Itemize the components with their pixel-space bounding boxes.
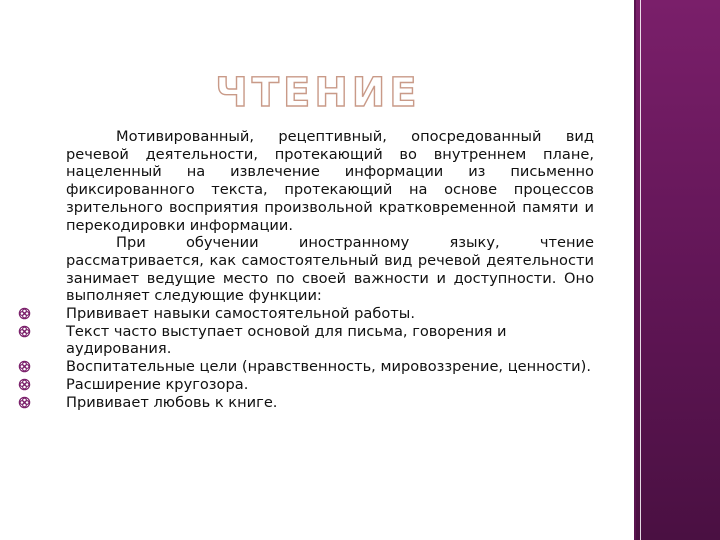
bullet-list [66,305,594,411]
list-item [66,358,594,376]
flower-bullet-icon [18,325,31,338]
list-item [66,376,594,394]
paragraph [66,128,594,234]
list-item [66,323,594,358]
list-item-text: Прививает любовь к книге. [66,393,278,411]
list-item-text: Прививает навыки самостоятельной работы. [66,305,415,323]
list-item-text: Расширение кругозора. [66,375,249,393]
slide-body [66,128,594,411]
paragraph-text: Мотивированный, рецептивный, опосредованный вид речевой деятельности, протекающий во внутреннем плане, нацеленный на извлечение информации из письменно фиксированного текста, протекающий на основе процессов зрительного восприятия произвольной кратковременной памяти и перекодировки информации. [66,128,594,234]
list-item-text: Воспитательные цели (нравственность, мировоззрение, ценности). [66,358,591,376]
flower-bullet-icon [18,360,31,373]
paragraph-text: При обучении иностранному языку, чтение рассматривается, как самостоятельный вид речевой деятельности занимает ведущие место по своей важности и доступности. Оно выполняет следующие функции: [66,234,594,305]
side-decor-band [636,0,720,540]
flower-bullet-icon [18,307,31,320]
flower-bullet-icon [18,396,31,409]
list-item [66,394,594,412]
slide-title: ЧТЕНИЕ [215,70,421,116]
paragraph [66,234,594,305]
flower-bullet-icon [18,378,31,391]
side-decor-line-thin [640,0,641,540]
list-item-text: Текст часто выступает основой для письма, говорения и аудирования. [66,322,507,358]
list-item [66,305,594,323]
